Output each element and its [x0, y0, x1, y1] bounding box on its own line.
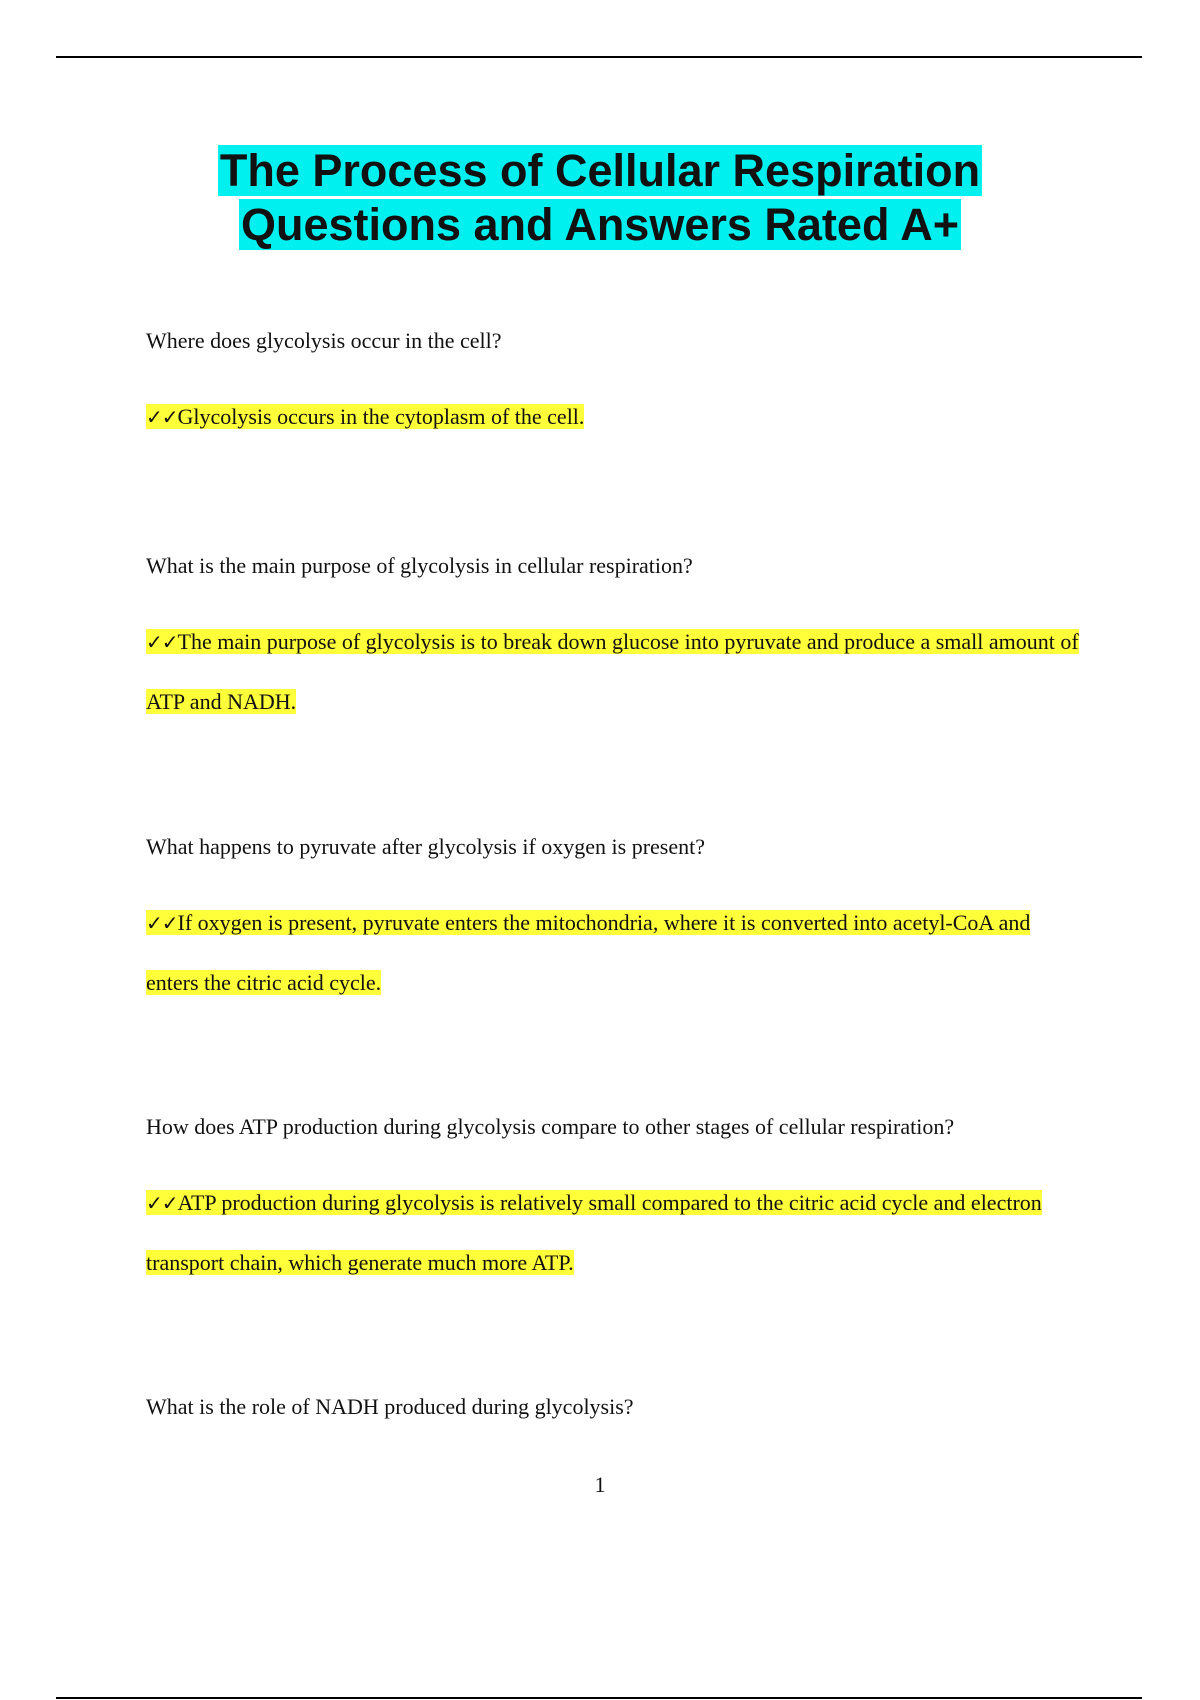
- qa-item: [146, 551, 1086, 732]
- qa-item: [146, 832, 1086, 1013]
- check-icon: ✓✓: [146, 630, 178, 654]
- question-text: What is the role of NADH produced during glycolysis?: [146, 1394, 634, 1419]
- question-text: How does ATP production during glycolysis compare to other stages of cellular respiration?: [146, 1114, 955, 1139]
- qa-item: [146, 326, 1086, 447]
- check-icon: ✓✓: [146, 405, 178, 429]
- question-text: What is the main purpose of glycolysis in cellular respiration?: [146, 553, 693, 578]
- answer-text: [146, 893, 1086, 1013]
- qa-item: [146, 1112, 1086, 1293]
- answer-text: [146, 1173, 1086, 1293]
- answer-body: ATP production during glycolysis is relatively small compared to the citric acid cycle and electron transport chain, which generate much more ATP.: [146, 1190, 1042, 1275]
- qa-item: [146, 1392, 1086, 1422]
- top-rule: [56, 56, 1142, 58]
- title-line-2: Questions and Answers Rated A+: [240, 199, 960, 250]
- answer-text: [146, 612, 1086, 732]
- title-line-1: The Process of Cellular Respiration: [219, 145, 981, 196]
- check-icon: ✓✓: [146, 911, 178, 935]
- bottom-rule: [56, 1697, 1142, 1699]
- answer-body: Glycolysis occurs in the cytoplasm of the cell.: [177, 404, 585, 429]
- question-text: What happens to pyruvate after glycolysis if oxygen is present?: [146, 834, 706, 859]
- check-icon: ✓✓: [146, 1191, 178, 1215]
- question-text: Where does glycolysis occur in the cell?: [146, 328, 502, 353]
- document-title: [0, 144, 1200, 252]
- answer-body: If oxygen is present, pyruvate enters the mitochondria, where it is converted into acetyl-CoA and enters the citric acid cycle.: [146, 910, 1031, 995]
- page-number: 1: [594, 1472, 606, 1497]
- answer-body: The main purpose of glycolysis is to break down glucose into pyruvate and produce a small amount of ATP and NADH.: [146, 629, 1079, 714]
- answer-text: [146, 387, 1086, 447]
